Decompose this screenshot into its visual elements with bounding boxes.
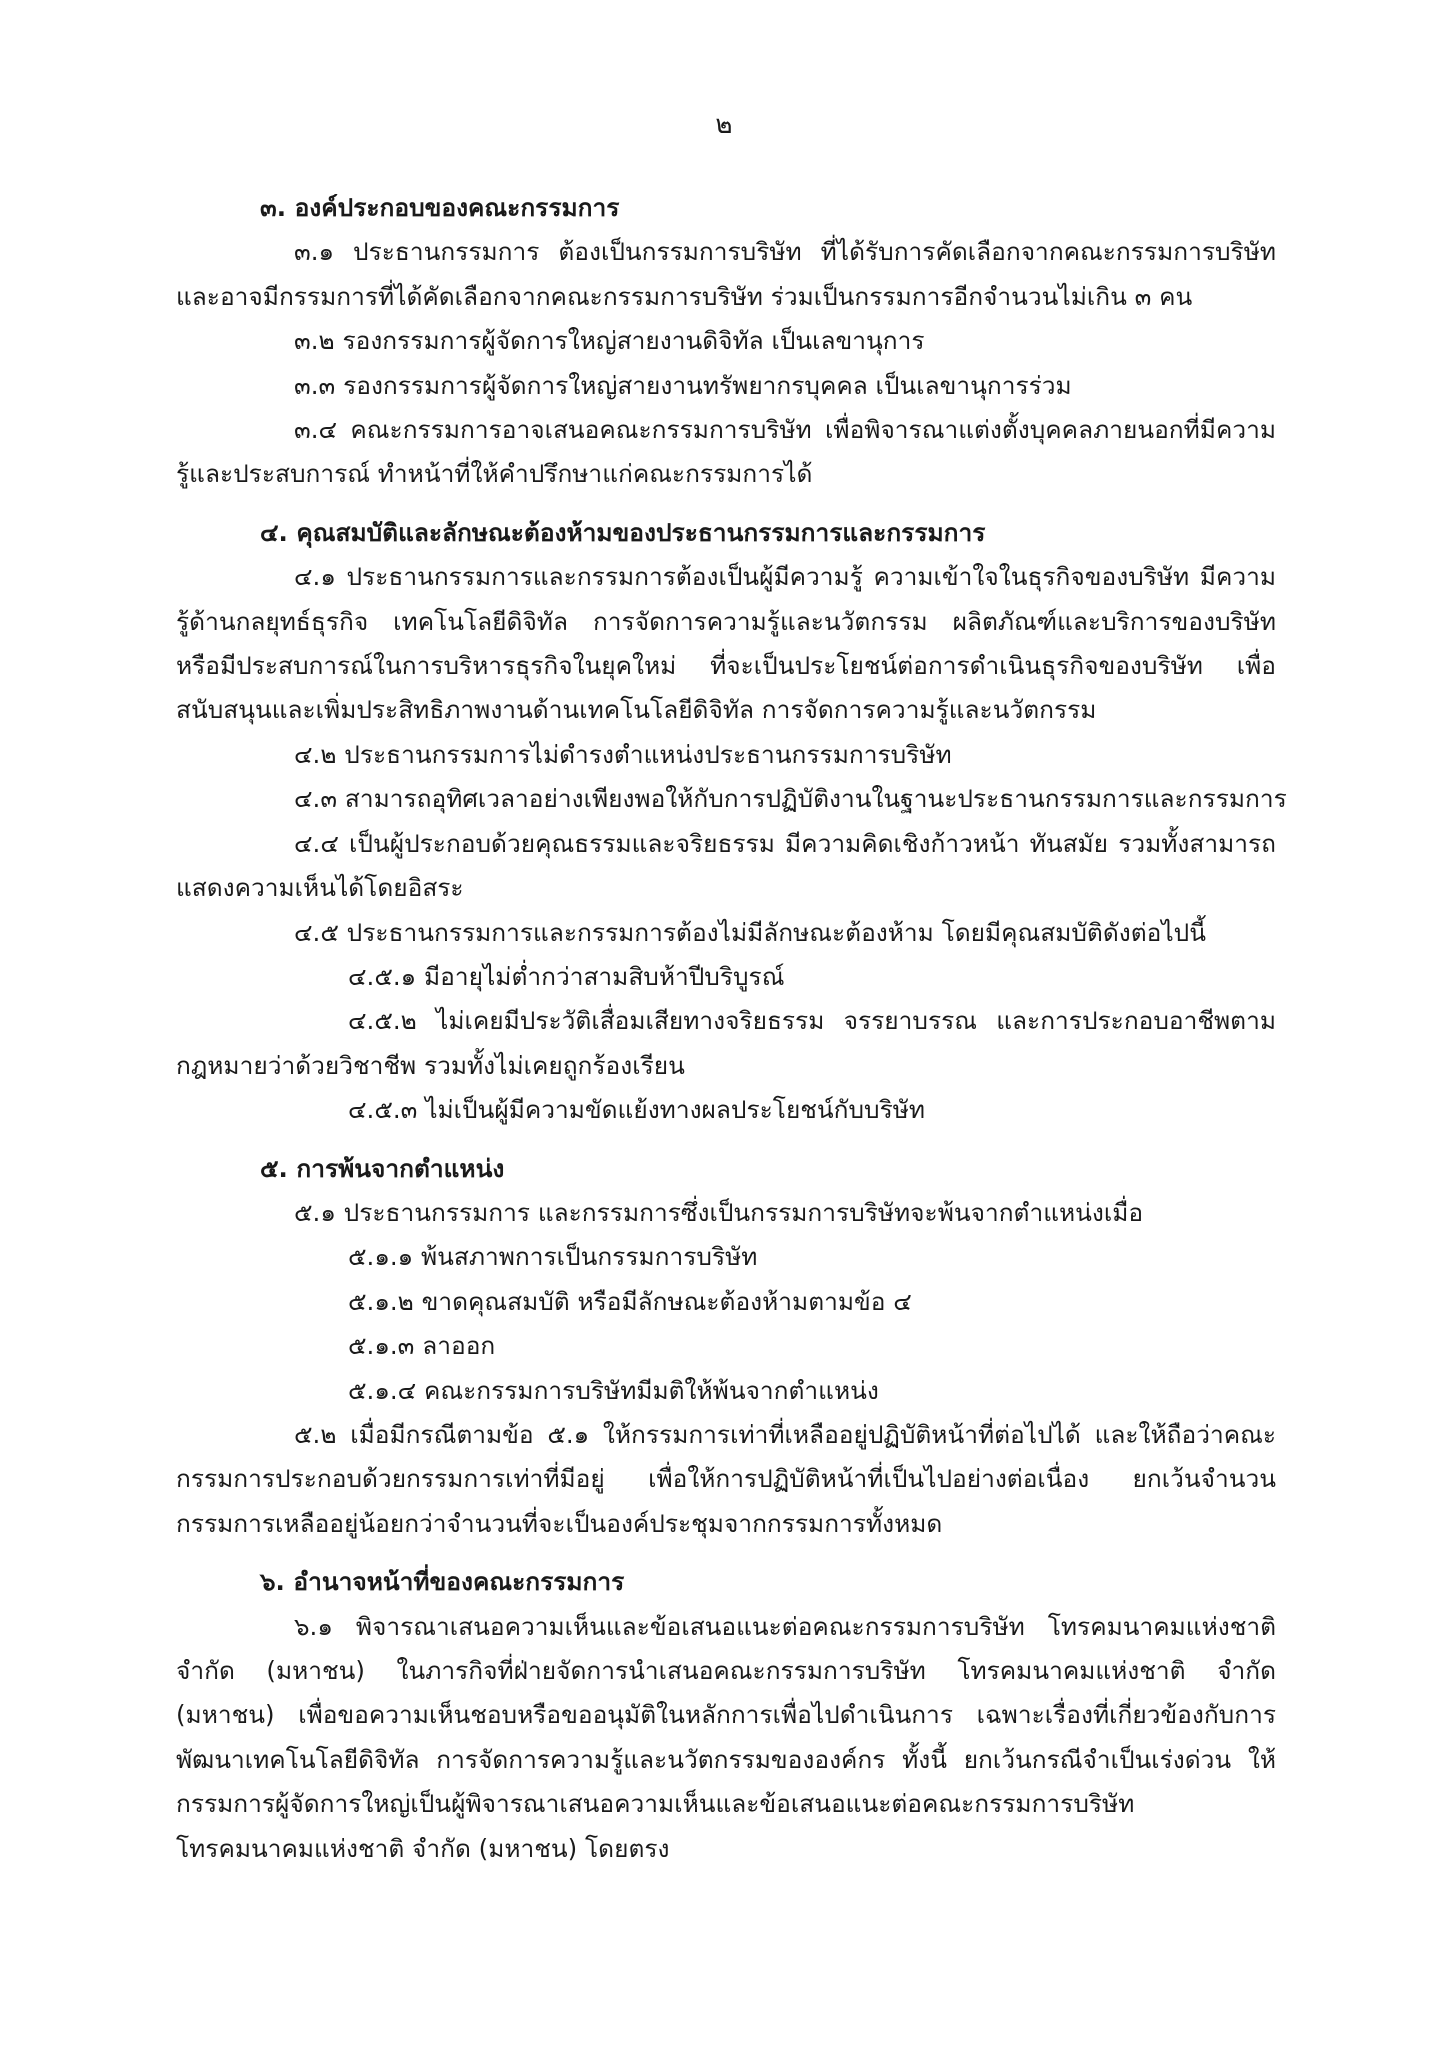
clause-3-3: ๓.๓ รองกรรมการผู้จัดการใหญ่สายงานทรัพยากรบุคคล เป็นเลขานุการร่วม <box>294 370 1072 400</box>
section-3 <box>176 186 1276 497</box>
section-heading: ๕. การพ้นจากตำแหน่ง <box>260 1153 505 1183</box>
clause-4-2: ๔.๒ ประธานกรรมการไม่ดำรงตำแหน่งประธานกรรมการบริษัท <box>294 739 952 769</box>
clause-5-1-4: ๕.๑.๔ คณะกรรมการบริษัทมีมติให้พ้นจากตำแหน่ง <box>348 1375 879 1405</box>
clause-4-1: ๔.๑ ประธานกรรมการและกรรมการต้องเป็นผู้มีความรู้ ความเข้าใจในธุรกิจของบริษัท มีความรู้ด้านกลยุทธ์ธุรกิจ เทคโนโลยีดิจิทัล การจัดการความรู้และนวัตกรรม ผลิตภัณฑ์และบริการของบริษัท หรือมีประสบการณ์ในการบริหารธุรกิจในยุคใหม่ ที่จะเป็นประโยชน์ต่อการดำเนินธุรกิจของบริษัท เพื่อสนับสนุนและเพิ่มประสิทธิภาพงานด้านเทคโนโลยีดิจิทัล การจัดการความรู้และนวัตกรรม <box>176 562 1276 725</box>
document-body <box>176 186 1287 1871</box>
clause-5-1-3: ๕.๑.๓ ลาออก <box>348 1331 496 1361</box>
clause-4-5-2: ๔.๕.๒ ไม่เคยมีประวัติเสื่อมเสียทางจริยธรรม จรรยาบรรณ และการประกอบอาชีพตามกฎหมายว่าด้วยวิชาชีพ รวมทั้งไม่เคยถูกร้องเรียน <box>176 1006 1276 1080</box>
section-heading: ๔. คุณสมบัติและลักษณะต้องห้ามของประธานกรรมการและกรรมการ <box>260 517 986 547</box>
clause-3-4: ๓.๔ คณะกรรมการอาจเสนอคณะกรรมการบริษัท เพื่อพิจารณาแต่งตั้งบุคคลภายนอกที่มีความรู้และประสบการณ์ ทำหน้าที่ให้คำปรึกษาแก่คณะกรรมการได้ <box>176 415 1276 489</box>
section-5 <box>176 1147 1276 1547</box>
section-4 <box>176 511 1287 1133</box>
clause-5-2: ๕.๒ เมื่อมีกรณีตามข้อ ๕.๑ ให้กรรมการเท่าที่เหลืออยู่ปฏิบัติหน้าที่ต่อไปได้ และให้ถือว่าคณะกรรมการประกอบด้วยกรรมการเท่าที่มีอยู่ เพื่อให้การปฏิบัติหน้าที่เป็นไปอย่างต่อเนื่อง ยกเว้นจำนวนกรรมการเหลืออยู่น้อยกว่าจำนวนที่จะเป็นองค์ประชุมจากกรรมการทั้งหมด <box>176 1419 1276 1538</box>
section-heading: ๖. อำนาจหน้าที่ของคณะกรรมการ <box>260 1567 625 1597</box>
clause-3-1: ๓.๑ ประธานกรรมการ ต้องเป็นกรรมการบริษัท ที่ได้รับการคัดเลือกจากคณะกรรมการบริษัท และอาจมีกรรมการที่ได้คัดเลือกจากคณะกรรมการบริษัท ร่วมเป็นกรรมการอีกจำนวนไม่เกิน ๓ คน <box>176 237 1276 311</box>
clause-6-1: ๖.๑ พิจารณาเสนอความเห็นและข้อเสนอแนะต่อคณะกรรมการบริษัท โทรคมนาคมแห่งชาติ จำกัด (มหาชน) ในภารกิจที่ฝ่ายจัดการนำเสนอคณะกรรมการบริษัท โทรคมนาคมแห่งชาติ จำกัด (มหาชน) เพื่อขอความเห็นชอบหรือขออนุมัติในหลักการเพื่อไปดำเนินการ เฉพาะเรื่องที่เกี่ยวข้องกับการพัฒนาเทคโนโลยีดิจิทัล การจัดการความรู้และนวัตกรรมขององค์กร ทั้งนี้ ยกเว้นกรณีจำเป็นเร่งด่วน ให้กรรมการผู้จัดการใหญ่เป็นผู้พิจารณาเสนอความเห็นและข้อเสนอแนะต่อคณะกรรมการบริษัท โทรคมนาคมแห่งชาติ จำกัด (มหาชน) โดยตรง <box>176 1611 1276 1863</box>
clause-5-1-2: ๕.๑.๒ ขาดคุณสมบัติ หรือมีลักษณะต้องห้ามตามข้อ ๔ <box>348 1286 912 1316</box>
section-6 <box>176 1560 1276 1871</box>
clause-5-1-1: ๕.๑.๑ พ้นสภาพการเป็นกรรมการบริษัท <box>348 1242 758 1272</box>
clause-5-1: ๕.๑ ประธานกรรมการ และกรรมการซึ่งเป็นกรรมการบริษัทจะพ้นจากตำแหน่งเมื่อ <box>294 1197 1144 1227</box>
clause-4-5-1: ๔.๕.๑ มีอายุไม่ต่ำกว่าสามสิบห้าปีบริบูรณ์ <box>348 961 785 991</box>
page-number: ๒ <box>715 110 733 140</box>
clause-4-3: ๔.๓ สามารถอุทิศเวลาอย่างเพียงพอให้กับการปฏิบัติงานในฐานะประธานกรรมการและกรรมการ <box>294 784 1287 814</box>
clause-4-5: ๔.๕ ประธานกรรมการและกรรมการต้องไม่มีลักษณะต้องห้าม โดยมีคุณสมบัติดังต่อไปนี้ <box>294 917 1206 947</box>
section-heading: ๓. องค์ประกอบของคณะกรรมการ <box>260 193 620 222</box>
clause-4-5-3: ๔.๕.๓ ไม่เป็นผู้มีความขัดแย้งทางผลประโยชน์กับบริษัท <box>348 1095 926 1125</box>
clause-3-2: ๓.๒ รองกรรมการผู้จัดการใหญ่สายงานดิจิทัล เป็นเลขานุการ <box>294 326 925 356</box>
clause-4-4: ๔.๔ เป็นผู้ประกอบด้วยคุณธรรมและจริยธรรม มีความคิดเชิงก้าวหน้า ทันสมัย รวมทั้งสามารถแสดงความเห็นได้โดยอิสระ <box>176 828 1276 903</box>
